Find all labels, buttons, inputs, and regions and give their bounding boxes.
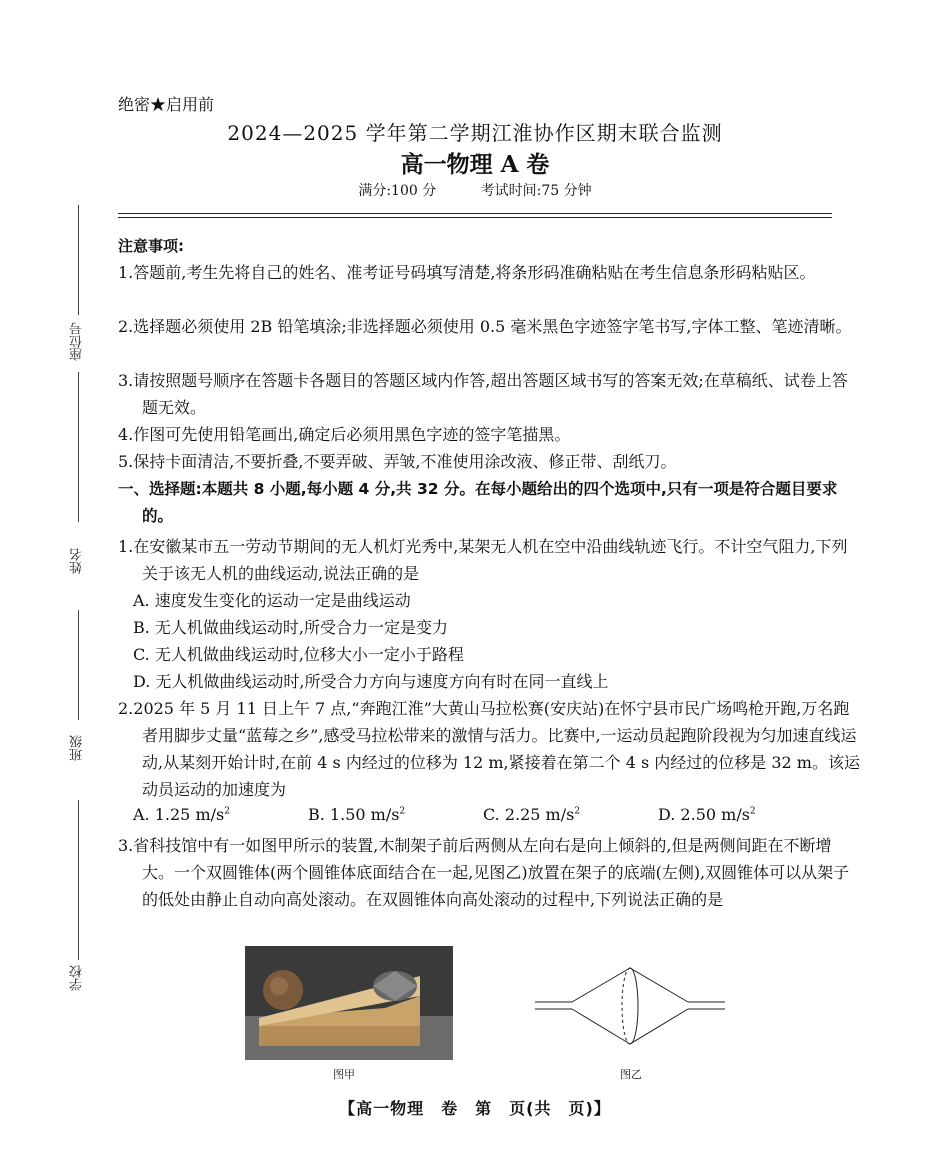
notice-item-3: 3.请按照题号顺序在答题卡各题目的答题区域内作答,超出答题区域书写的答案无效;在草稿纸、试卷上答题无效。 bbox=[118, 371, 848, 417]
side-line-seat bbox=[78, 205, 79, 315]
side-line-class-top bbox=[78, 610, 79, 720]
score-time-line bbox=[0, 180, 950, 200]
notice-item-4: 4.作图可先使用铅笔画出,确定后必须用黑色字迹的签字笔描黑。 bbox=[118, 425, 571, 444]
side-line-school-top bbox=[78, 800, 79, 960]
side-label-school: 学校 bbox=[70, 965, 85, 991]
section-heading: 一、选择题:本题共 8 小题,每小题 4 分,共 32 分。在每小题给出的四个选项中,只有一项是符合题目要求的。 bbox=[118, 480, 838, 525]
notice-item-2: 2.选择题必须使用 2B 铅笔填涂;非选择题必须使用 0.5 毫米黑色字迹签字笔书写,字体工整、笔迹清晰。 bbox=[118, 317, 852, 336]
side-label-class: 班级 bbox=[70, 735, 85, 761]
figure1-caption: 图甲 bbox=[333, 1068, 355, 1081]
q1-option-b: B. 无人机做曲线运动时,所受合力一定是变力 bbox=[133, 618, 449, 637]
q2-option-a: A. 1.25 $m/s^2$ bbox=[133, 805, 230, 824]
secret-label: 绝密★启用前 bbox=[118, 95, 215, 114]
double-cone-apparatus-photo bbox=[245, 946, 453, 1060]
q1-option-a: A. 速度发生变化的运动一定是曲线运动 bbox=[133, 591, 411, 610]
header-rule-bottom bbox=[118, 217, 832, 218]
side-line-name-top bbox=[78, 372, 79, 522]
notice-heading: 注意事项: bbox=[118, 237, 184, 255]
q2-options bbox=[133, 805, 833, 824]
exam-time: 考试时间:75 分钟 bbox=[480, 183, 592, 199]
q1-option-d: D. 无人机做曲线运动时,所受合力方向与速度方向有时在同一直线上 bbox=[133, 672, 609, 691]
side-label-seat: 座位号 bbox=[70, 322, 85, 361]
double-cone-diagram bbox=[530, 962, 730, 1062]
q3-stem: 3.省科技馆中有一如图甲所示的装置,木制架子前后两侧从左向右是向上倾斜的,但是两侧间距在不断增大。一个双圆锥体(两个圆锥体底面结合在一起,见图乙)放置在架子的底端(左侧),双圆锥体可以从架子的低处由静止自动向高处滚动。在双圆锥体向高处滚动的过程中,下列说法正确的是 bbox=[118, 836, 850, 909]
q2-stem: 2.2025 年 5 月 11 日上午 7 点,“奔跑江淮”大黄山马拉松赛(安庆站)在怀宁县市民广场鸣枪开跑,万名跑者用脚步丈量“蓝莓之乡”,感受马拉松带来的激情与活力。比赛中,一运动员起跑阶段视为匀加速直线运动,从某刻开始计时,在前 4 s 内经过的位移为 12 m,紧接着在第二个 4 s 内经过的位移是 32 m。该运动员运动的加速度为 bbox=[118, 699, 860, 799]
notice-item-1: 1.答题前,考生先将自己的姓名、准考证号码填写清楚,将条形码准确粘贴在考生信息条形码粘贴区。 bbox=[118, 263, 816, 282]
side-label-name: 姓名 bbox=[70, 548, 85, 574]
figure2-caption: 图乙 bbox=[620, 1068, 642, 1081]
q2-option-b: B. 1.50 $m/s^2$ bbox=[308, 805, 406, 824]
q1-option-c: C. 无人机做曲线运动时,位移大小一定小于路程 bbox=[133, 645, 464, 664]
page-footer: 【高一物理 卷 第 页(共 页)】 bbox=[339, 1099, 611, 1118]
notice-item-5: 5.保持卡面清洁,不要折叠,不要弄破、弄皱,不准使用涂改液、修正带、刮纸刀。 bbox=[118, 452, 677, 471]
exam-subtitle: 高一物理 A 卷 bbox=[400, 151, 550, 178]
header-rule-top bbox=[118, 213, 832, 214]
figure-photo bbox=[245, 946, 453, 1060]
q2-option-d: D. 2.50 $m/s^2$ bbox=[658, 805, 756, 824]
q2-option-c: C. 2.25 $m/s^2$ bbox=[483, 805, 581, 824]
exam-title: 2024—2025 学年第二学期江淮协作区期末联合监测 bbox=[227, 121, 723, 145]
q1-stem: 1.在安徽某市五一劳动节期间的无人机灯光秀中,某架无人机在空中沿曲线轨迹飞行。不计空气阻力,下列关于该无人机的曲线运动,说法正确的是 bbox=[118, 537, 848, 583]
full-score: 满分:100 分 bbox=[358, 183, 437, 199]
